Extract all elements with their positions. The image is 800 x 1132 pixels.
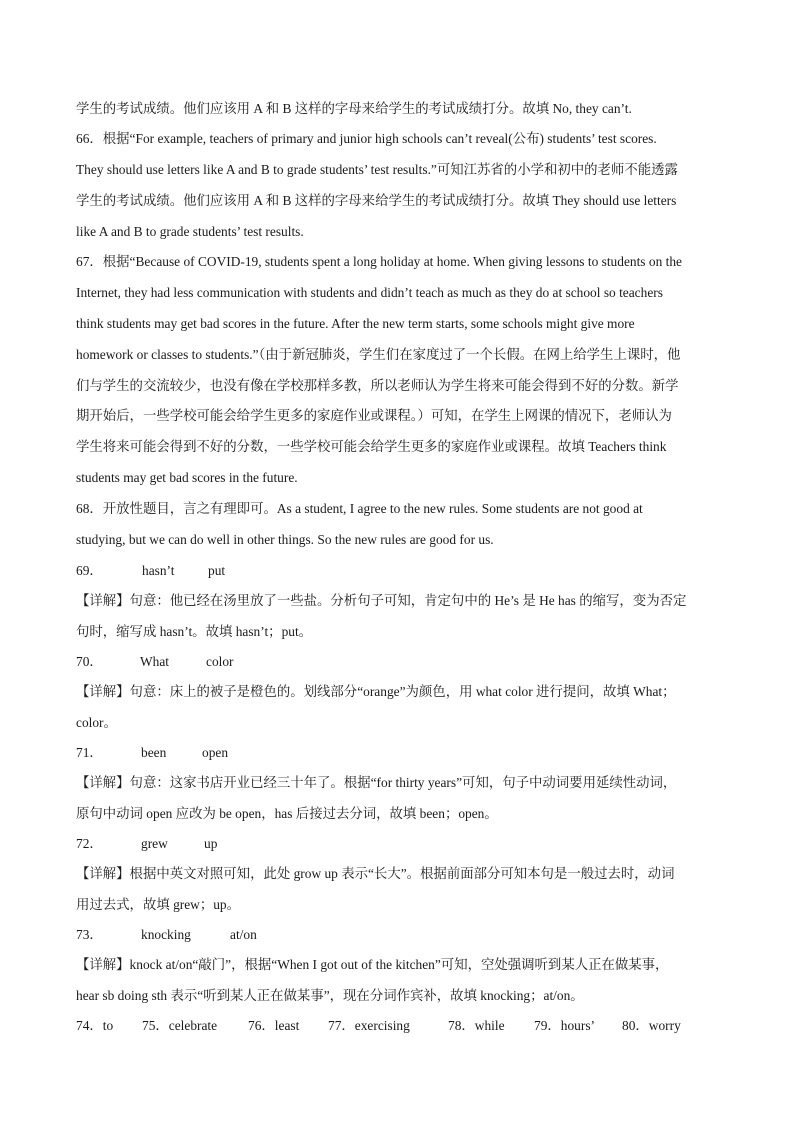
answer-number: 69． xyxy=(76,563,103,578)
text-line: 学生的考试成绩。他们应该用 A 和 B 这样的字母来给学生的考试成绩打分。故填 No, they can’t. xyxy=(76,101,632,116)
text-line: 66．根据“For example, teachers of primary and junior high schools can’t reveal(公布) students’ test scores. xyxy=(76,131,657,146)
text-line: studying, but we can do well in other things. So the new rules are good for us. xyxy=(76,532,494,547)
text-line: 们与学生的交流较少，也没有像在学校那样多教，所以老师认为学生将来可能会得到不好的分数。新学 xyxy=(76,378,679,393)
text-line: 期开始后，一些学校可能会给学生更多的家庭作业或课程。）可知，在学生上网课的情况下，老师认为 xyxy=(76,408,672,423)
text-line: 68．开放性题目，言之有理即可。As a student, I agree to the new rules. Some students are not good at xyxy=(76,501,643,516)
final-answer: 77．exercising xyxy=(328,1018,410,1033)
answer-number: 70． xyxy=(76,654,103,669)
detail-line: 【详解】句意：这家书店开业已经三十年了。根据“for thirty years”可知，句子中动词要用延续性动词， xyxy=(76,775,677,790)
detail-line: 【详解】句意：床上的被子是橙色的。划线部分“orange”为颜色，用 what color 进行提问，故填 What； xyxy=(76,684,676,699)
answer-a: knocking xyxy=(141,927,191,942)
detail-line: 原句中动词 open 应改为 be open，has 后接过去分词，故填 been；open。 xyxy=(76,806,498,821)
answer-number: 73． xyxy=(76,927,103,942)
text-line: think students may get bad scores in the future. After the new term starts, some schools might give more xyxy=(76,316,635,331)
text-line: 学生的考试成绩。他们应该用 A 和 B 这样的字母来给学生的考试成绩打分。故填 They should use letters xyxy=(76,193,677,208)
answer-b: color xyxy=(206,654,234,669)
answer-b: open xyxy=(202,745,229,760)
answer-number: 72． xyxy=(76,836,103,851)
text-line: 67．根据“Because of COVID-19, students spent a long holiday at home. When giving lessons to students on the xyxy=(76,254,682,269)
final-answer: 79．hours’ xyxy=(534,1018,595,1033)
answer-number: 71． xyxy=(76,745,103,760)
answer-b: at/on xyxy=(230,927,257,942)
text-line: students may get bad scores in the future. xyxy=(76,470,298,485)
answer-a: hasn’t xyxy=(142,563,175,578)
detail-line: 用过去式，故填 grew；up。 xyxy=(76,897,241,912)
answer-a: What xyxy=(140,654,169,669)
final-answer: 80．worry xyxy=(622,1018,681,1033)
final-answer: 78．while xyxy=(448,1018,505,1033)
detail-line: 句时，缩写成 hasn’t。故填 hasn’t；put。 xyxy=(76,624,313,639)
detail-line: hear sb doing sth 表示“听到某人正在做某事”，现在分词作宾补，故填 knocking；at/on。 xyxy=(76,988,584,1003)
text-line: Internet, they had less communication with students and didn’t teach as much as they do at school so teachers xyxy=(76,285,663,300)
detail-line: 【详解】根据中英文对照可知，此处 grow up 表示“长大”。根据前面部分可知本句是一般过去时，动词 xyxy=(76,866,675,881)
answer-a: been xyxy=(141,745,167,760)
text-line: homework or classes to students.”（由于新冠肺炎，学生们在家度过了一个长假。在网上给学生上课时，他 xyxy=(76,347,681,362)
answer-a: grew xyxy=(141,836,168,851)
text-line: They should use letters like A and B to grade students’ test results.”可知江苏省的小学和初中的老师不能透露 xyxy=(76,162,678,177)
detail-line: 【详解】knock at/on“敲门”，根据“When I got out of the kitchen”可知，空处强调听到某人正在做某事， xyxy=(76,957,669,972)
detail-line: 【详解】句意：他已经在汤里放了一些盐。分析句子可知，肯定句中的 He’s 是 He has 的缩写，变为否定 xyxy=(76,593,687,608)
text-line: 学生将来可能会得到不好的分数，一些学校可能会给学生更多的家庭作业或课程。故填 Teachers think xyxy=(76,439,667,454)
final-answer: 74．to xyxy=(76,1018,114,1033)
answer-b: up xyxy=(204,836,218,851)
final-answer: 75．celebrate xyxy=(142,1018,218,1033)
final-answer: 76．least xyxy=(248,1018,300,1033)
text-line: like A and B to grade students’ test results. xyxy=(76,224,304,239)
answer-b: put xyxy=(208,563,226,578)
detail-line: color。 xyxy=(76,715,117,730)
